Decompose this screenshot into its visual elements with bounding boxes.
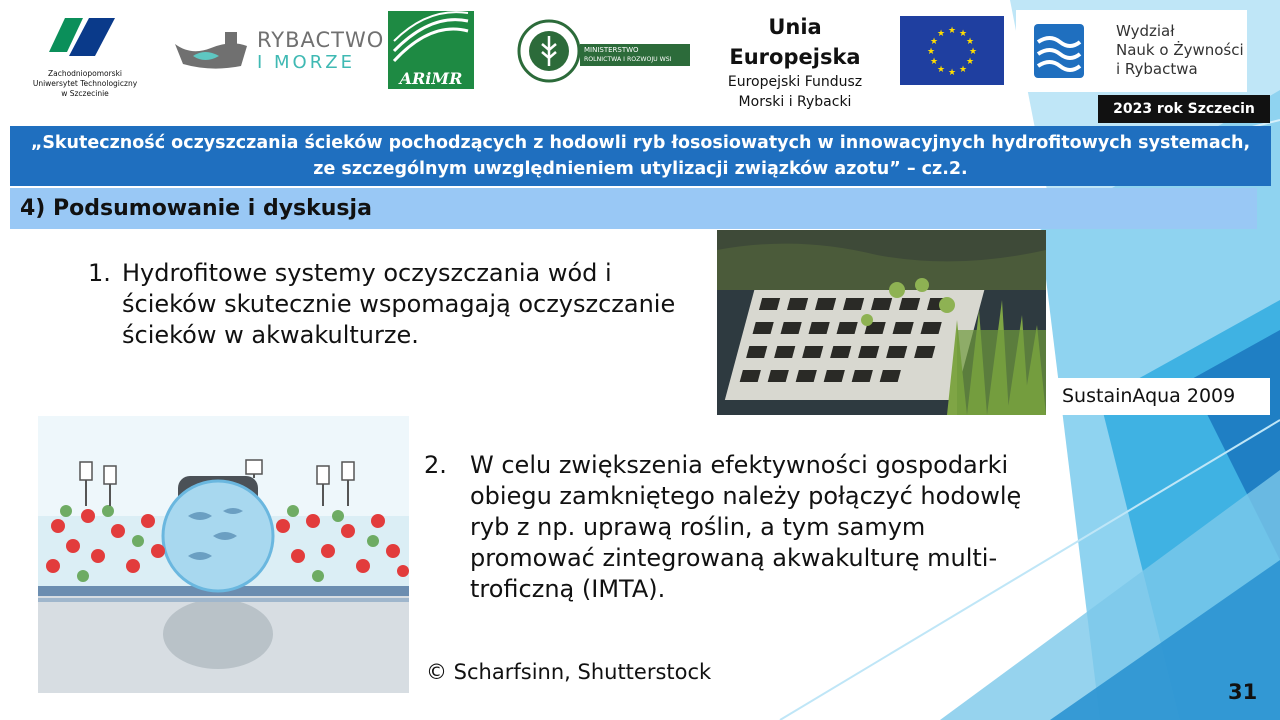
svg-text:★: ★ [965, 37, 975, 47]
ministry-line2: ROLNICTWA I ROZWOJU WSI [584, 56, 672, 63]
aquaponics-illustration [38, 416, 409, 693]
point-2-text: W celu zwiększenia efektywności gospodarki obiegu zamkniętego należy połączyć hodowlę ryb z np. uprawą roślin, a tym samym promować zintegrowaną akwakulturę multi-troficzną (IMTA). [470, 451, 1022, 603]
ministry-seal-icon [516, 18, 582, 84]
eu-fund-line2: Morski i Rybacki [738, 94, 852, 110]
svg-text:★: ★ [965, 57, 975, 67]
svg-text:★: ★ [958, 65, 968, 75]
svg-text:★: ★ [926, 47, 936, 57]
wave-icon [1030, 20, 1088, 82]
rybactwo-subtitle: I MORZE [257, 52, 355, 73]
zut-logo [17, 10, 153, 105]
faculty-line1: Wydział [1116, 22, 1175, 40]
point-2-number: 2. [424, 451, 447, 479]
rybactwo-logo [165, 12, 385, 87]
svg-text:★: ★ [947, 26, 957, 36]
arimr-name: ARiMR [399, 69, 463, 88]
field-stripes-icon [388, 11, 474, 69]
point-1 [88, 258, 718, 351]
zut-name-line2: Uniwersytet Technologiczny [32, 79, 138, 88]
svg-text:★: ★ [929, 57, 939, 67]
photo-credit: SustainAqua 2009 [1048, 378, 1270, 415]
point-1-text: Hydrofitowe systemy oczyszczania wód i ścieków skutecznie wspomagają oczyszczanie ścieków w akwakulturze. [122, 259, 676, 349]
svg-text:★: ★ [968, 47, 978, 57]
faculty-logo [1016, 10, 1247, 92]
rybactwo-title: RYBACTWO [257, 28, 385, 52]
ministry-line1: MINISTERSTWO [584, 46, 639, 54]
faculty-line2: Nauk o Żywności [1116, 41, 1244, 59]
zut-name-line1: Zachodniopomorski [47, 69, 123, 78]
zut-emblem-icon [17, 10, 153, 65]
point-1-number: 1. [88, 259, 111, 287]
title-line2: ze szczególnym uwzględnieniem utylizacji związków azotu” – cz.2. [313, 159, 968, 179]
presentation-title [10, 126, 1271, 186]
faculty-line3: i Rybactwa [1116, 60, 1198, 78]
svg-text:★: ★ [947, 68, 957, 78]
fish-boat-icon [171, 26, 251, 76]
zut-name-line3: w Szczecinie [61, 89, 109, 98]
year-tag: 2023 rok Szczecin [1098, 95, 1270, 123]
arimr-logo [388, 11, 474, 89]
illustration-credit: © Scharfsinn, Shutterstock [426, 660, 712, 684]
svg-text:★: ★ [936, 65, 946, 75]
svg-text:★: ★ [929, 37, 939, 47]
svg-text:★: ★ [936, 29, 946, 39]
eu-flag-icon [900, 16, 1004, 85]
page-number: 31 [1228, 680, 1258, 704]
eu-title: Unia Europejska [729, 15, 861, 69]
point-2 [424, 450, 1064, 605]
ministry-logo [512, 16, 692, 86]
eu-fund-line1: Europejski Fundusz [727, 74, 863, 90]
floating-wetland-photo [717, 230, 1046, 415]
section-title: 4) Podsumowanie i dyskusja [10, 188, 1257, 229]
title-line1: „Skuteczność oczyszczania ścieków pochodzących z hodowli ryb łososiowatych w innowacyjnych hydrofitowych systemach, [30, 133, 1251, 153]
eu-fund-text [700, 12, 890, 110]
svg-text:★: ★ [958, 29, 968, 39]
